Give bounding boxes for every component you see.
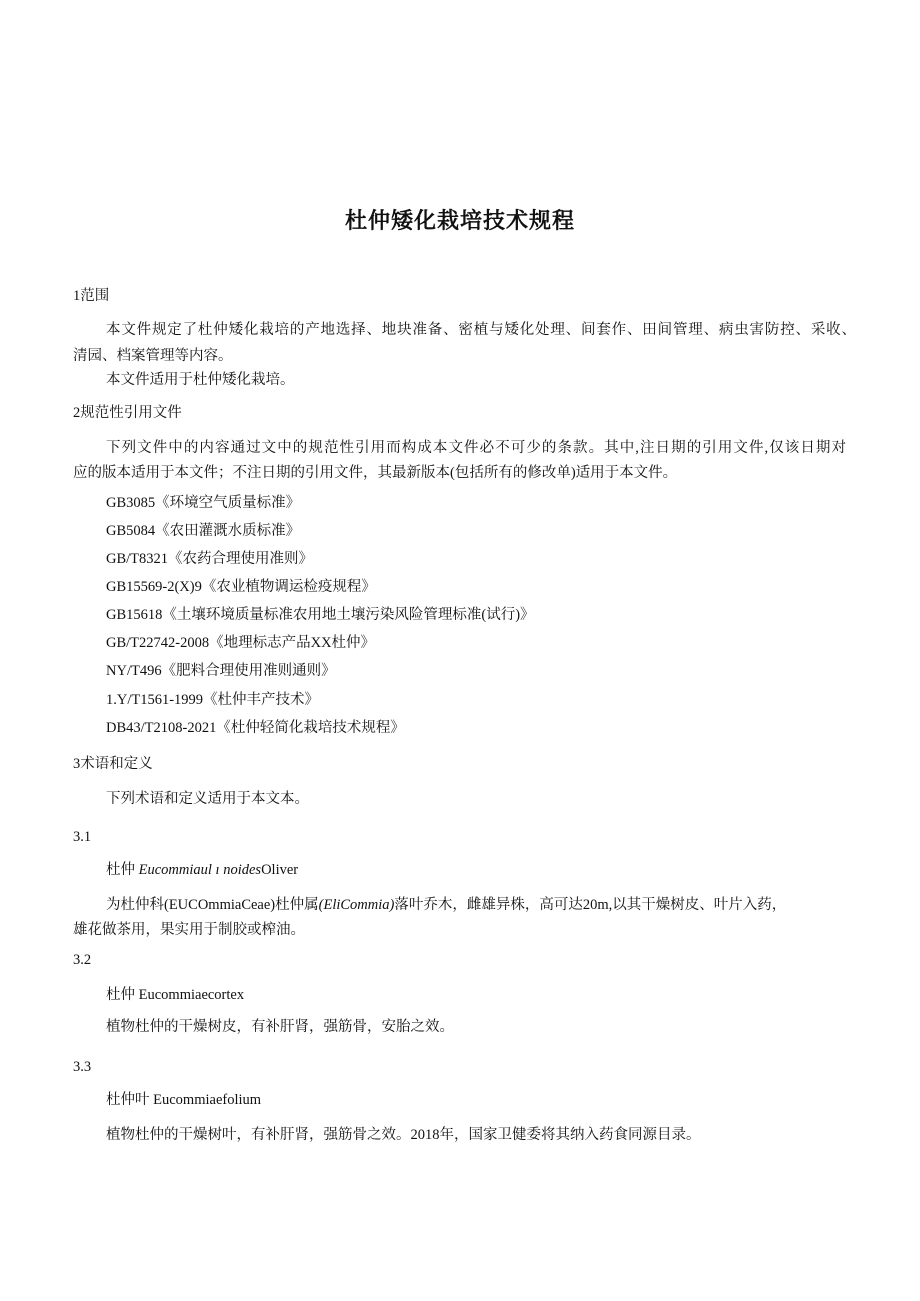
section-2-paragraph-line-2: 应的版本适用于本文件；不注日期的引用文件，其最新版本(包括所有的修改单)适用于本文件。 <box>73 465 678 481</box>
section-1-heading: 1范围 <box>73 288 110 304</box>
term-3-2-name: 杜仲 Eucommiaecortex <box>106 987 245 1003</box>
term-3-2-definition: 植物杜仲的干燥树皮，有补肝肾，强筋骨，安胎之效。 <box>106 1019 454 1035</box>
term-3-3-name: 杜仲叶 Eucommiaefolium <box>106 1092 262 1108</box>
reference-item: DB43/T2108-2021《杜仲轻简化栽培技术规程》 <box>106 720 405 736</box>
reference-item: 1.Y/T1561-1999《杜仲丰产技术》 <box>106 692 320 708</box>
section-1-paragraph-1-line-1: 本文件规定了杜仲矮化栽培的产地选择、地块准备、密植与矮化处理、间套作、田间管理、病虫害防控、采收、 <box>106 322 856 338</box>
reference-item: GB3085《环境空气质量标准》 <box>106 495 301 511</box>
section-3-intro: 下列术语和定义适用于本文本。 <box>106 791 309 807</box>
term-3-1-latin: Eucommiaul ı noides <box>138 862 262 878</box>
reference-item: GB15618《土壤环境质量标准农用地土壤污染风险管理标准(试行)》 <box>106 607 535 623</box>
reference-item: NY/T496《肥料合理使用准则通则》 <box>106 663 336 679</box>
section-1-paragraph-2: 本文件适用于杜仲矮化栽培。 <box>106 372 295 388</box>
section-2-heading: 2规范性引用文件 <box>73 405 182 421</box>
document-title: 杜仲矮化栽培技术规程 <box>344 209 575 234</box>
section-2-paragraph-line-1: 下列文件中的内容通过文中的规范性引用而构成本文件必不可少的条款。其中,注日期的引用文件,仅该日期对 <box>106 440 846 456</box>
term-3-3-definition: 植物杜仲的干燥树叶，有补肝肾，强筋骨之效。2018年，国家卫健委将其纳入药食同源目录。 <box>106 1127 701 1143</box>
term-3-1-number: 3.1 <box>73 829 92 845</box>
term-3-1-genus-latin: (EliCommia) <box>318 897 395 913</box>
section-1-paragraph-1-line-2: 清园、档案管理等内容。 <box>73 348 233 364</box>
reference-item: GB15569-2(X)9《农业植物调运检疫规程》 <box>106 579 376 595</box>
term-3-2-number: 3.2 <box>73 952 92 968</box>
term-3-1-definition-line-1 <box>106 895 786 915</box>
section-3-heading: 3术语和定义 <box>73 756 153 772</box>
reference-item: GB5084《农田灌溉水质标准》 <box>106 523 301 539</box>
term-3-1-name-line <box>106 860 298 880</box>
term-3-1-name: 杜仲 <box>106 862 135 878</box>
term-3-1-definition-line-2: 雄花做茶用，果实用于制胶或榨油。 <box>73 922 305 938</box>
term-3-3-number: 3.3 <box>73 1059 92 1075</box>
reference-item: GB/T8321《农药合理使用准则》 <box>106 551 314 567</box>
term-3-1-author: Oliver <box>261 862 299 878</box>
term-3-1-definition-rest: 落叶乔木，雌雄异株，高可达20m,以其干燥树皮、叶片入药， <box>394 897 787 913</box>
term-3-1-family: 为杜仲科(EUCOmmiaCeae)杜仲属 <box>106 897 319 913</box>
reference-item: GB/T22742-2008《地理标志产品XX杜仲》 <box>106 635 376 651</box>
